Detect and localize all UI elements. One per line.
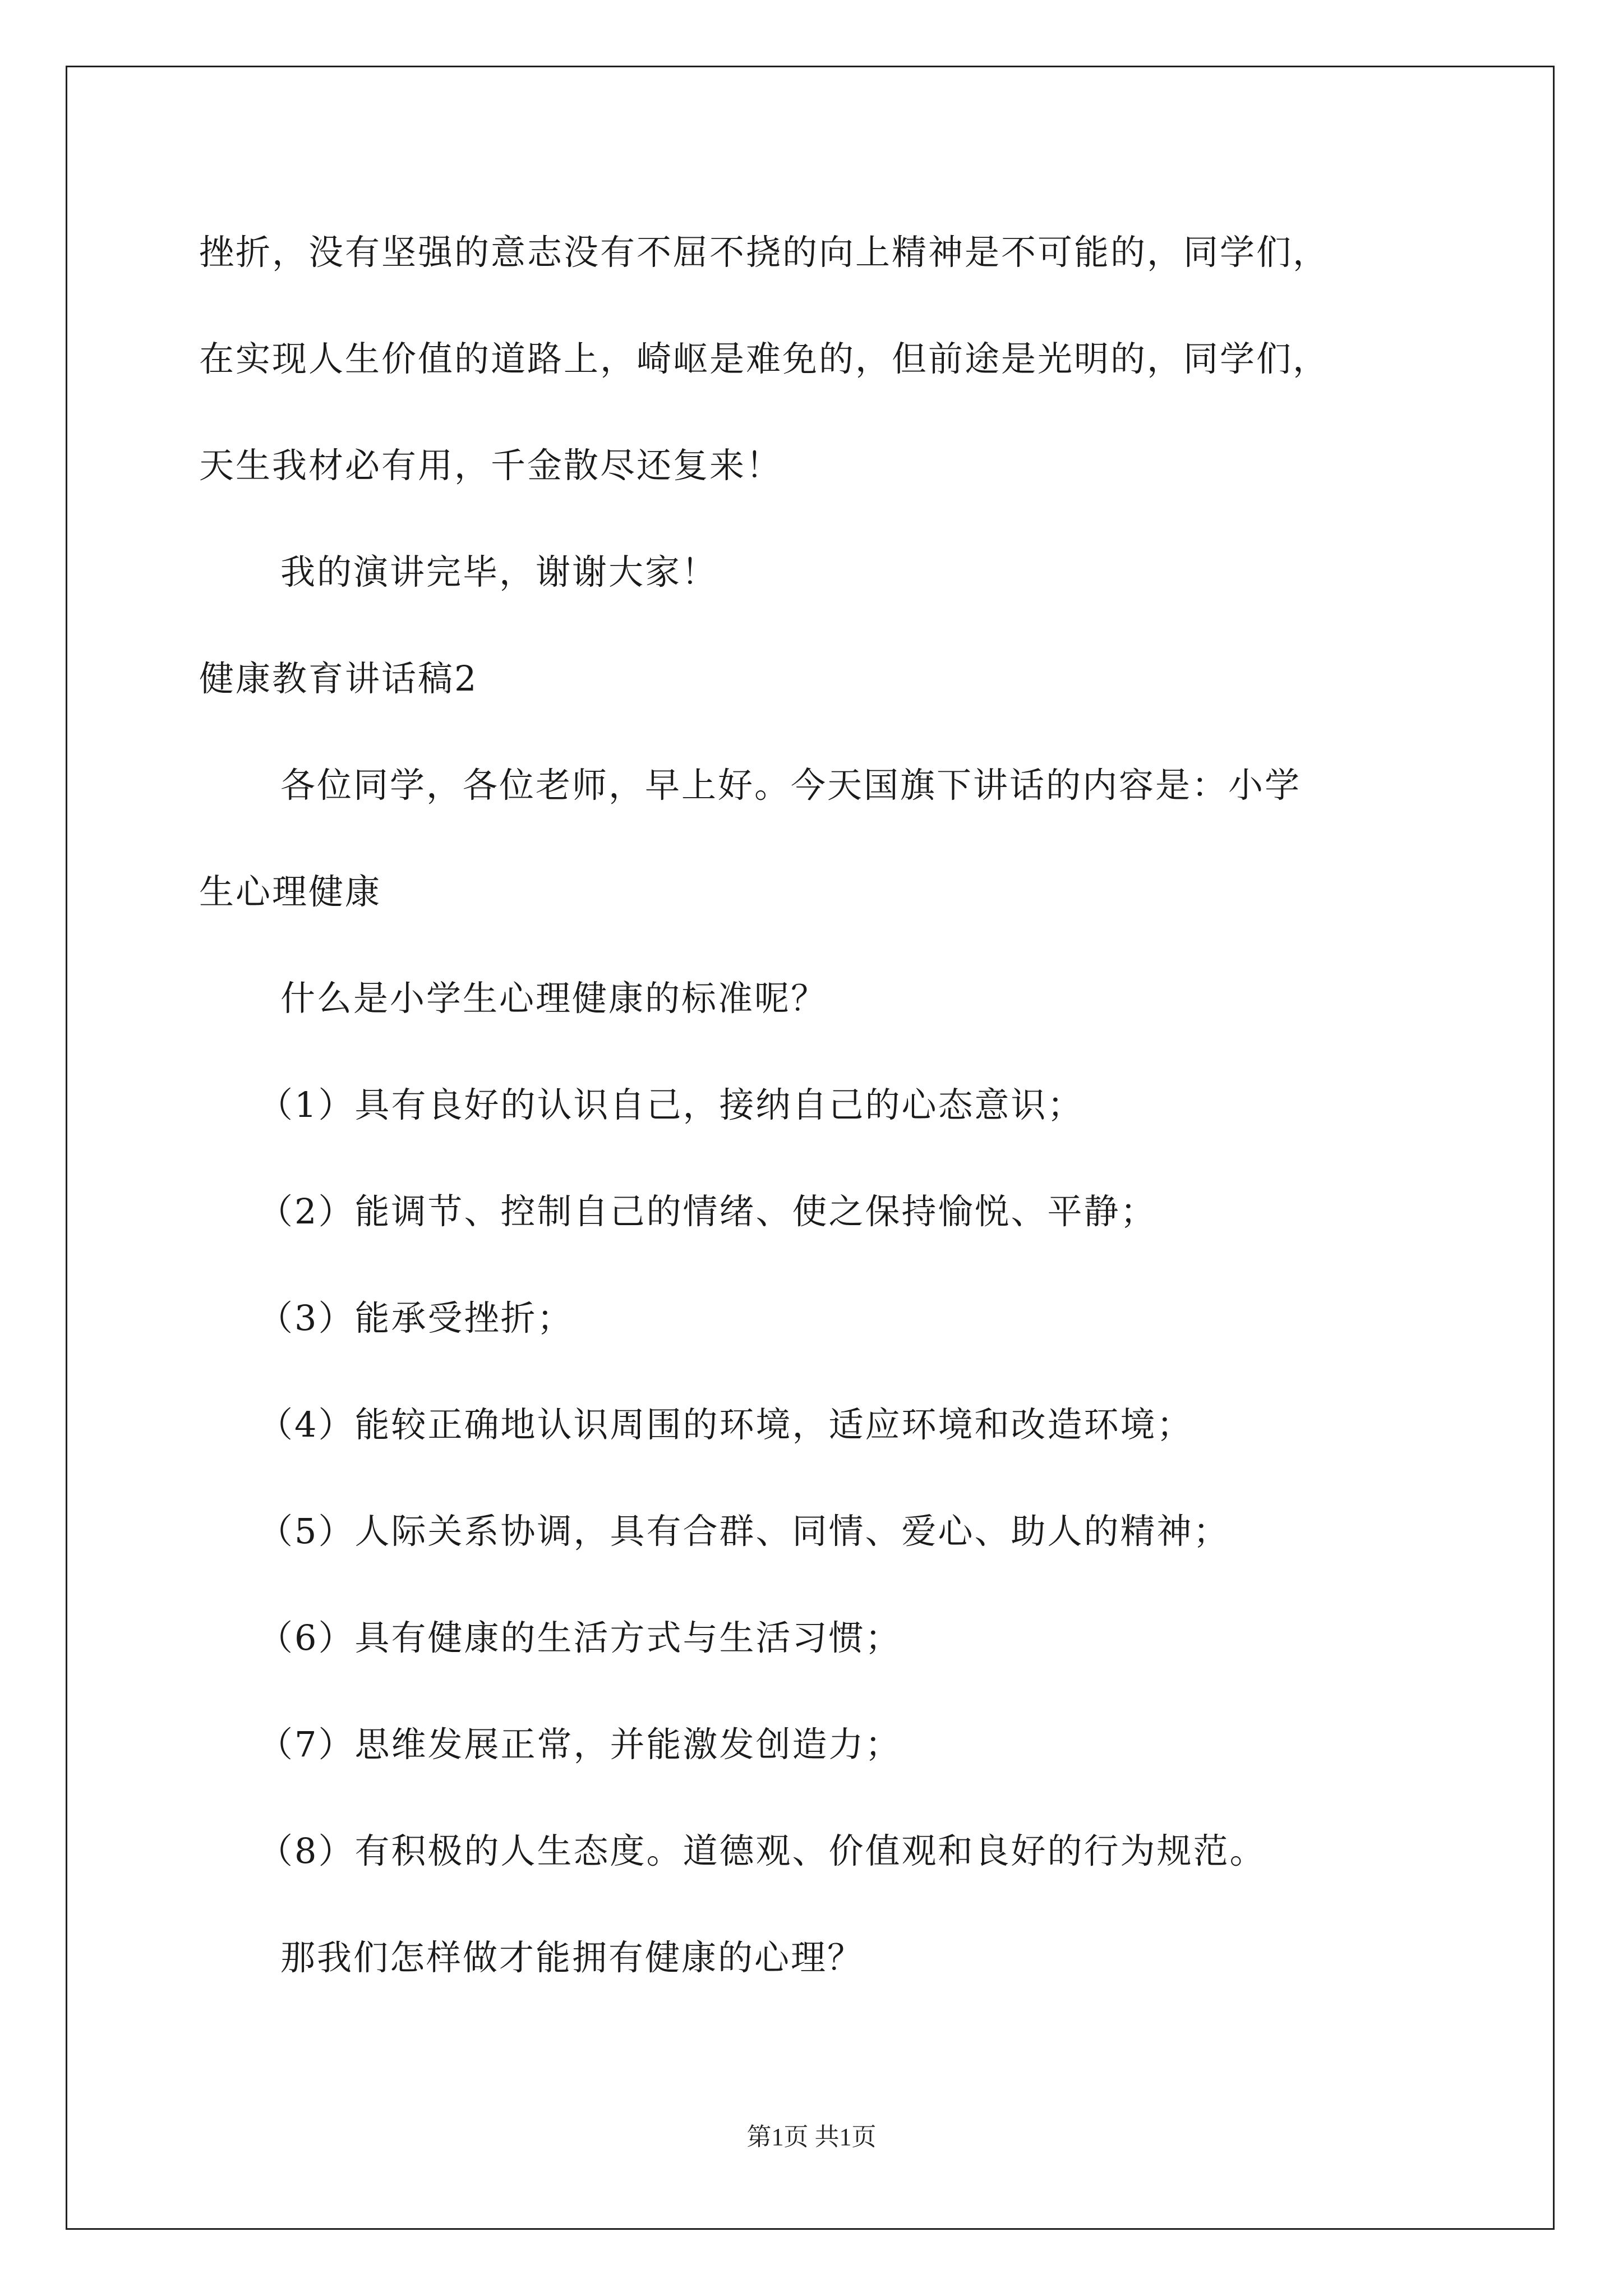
- list-item: （3）能承受挫折；: [258, 1297, 574, 1338]
- section-heading: 健康教育讲话稿2: [199, 658, 478, 699]
- list-item: （6）具有健康的生活方式与生活习惯；: [258, 1617, 902, 1658]
- list-item: （1）具有良好的认识自己，接纳自己的心态意识；: [258, 1084, 1084, 1125]
- page-number-footer: 第1页 共1页: [746, 2123, 877, 2151]
- page-border: [66, 66, 1555, 2230]
- paragraph-line: 在实现人生价值的道路上，崎岖是难免的，但前途是光明的，同学们，: [199, 338, 1330, 379]
- paragraph-line: 挫折，没有坚强的意志没有不屈不挠的向上精神是不可能的，同学们，: [199, 232, 1330, 273]
- paragraph-line: 天生我材必有用，千金散尽还复来！: [199, 445, 783, 486]
- list-item: （8）有积极的人生态度。道德观、价值观和良好的行为规范。: [258, 1830, 1266, 1871]
- paragraph-line: 各位同学，各位老师，早上好。今天国旗下讲话的内容是：小学: [280, 765, 1302, 806]
- list-item: （7）思维发展正常，并能激发创造力；: [258, 1724, 902, 1765]
- list-item: （5）人际关系协调，具有合群、同情、爱心、助人的精神；: [258, 1511, 1230, 1552]
- paragraph-line: 我的演讲完毕，谢谢大家！: [280, 551, 718, 592]
- list-item: （4）能较正确地认识周围的环境，适应环境和改造环境；: [258, 1404, 1193, 1445]
- paragraph-line: 生心理健康: [199, 871, 382, 912]
- paragraph-line: 什么是小学生心理健康的标准呢？: [280, 978, 828, 1019]
- list-item: （2）能调节、控制自己的情绪、使之保持愉悦、平静；: [258, 1191, 1157, 1232]
- paragraph-line: 那我们怎样做才能拥有健康的心理？: [280, 1937, 864, 1978]
